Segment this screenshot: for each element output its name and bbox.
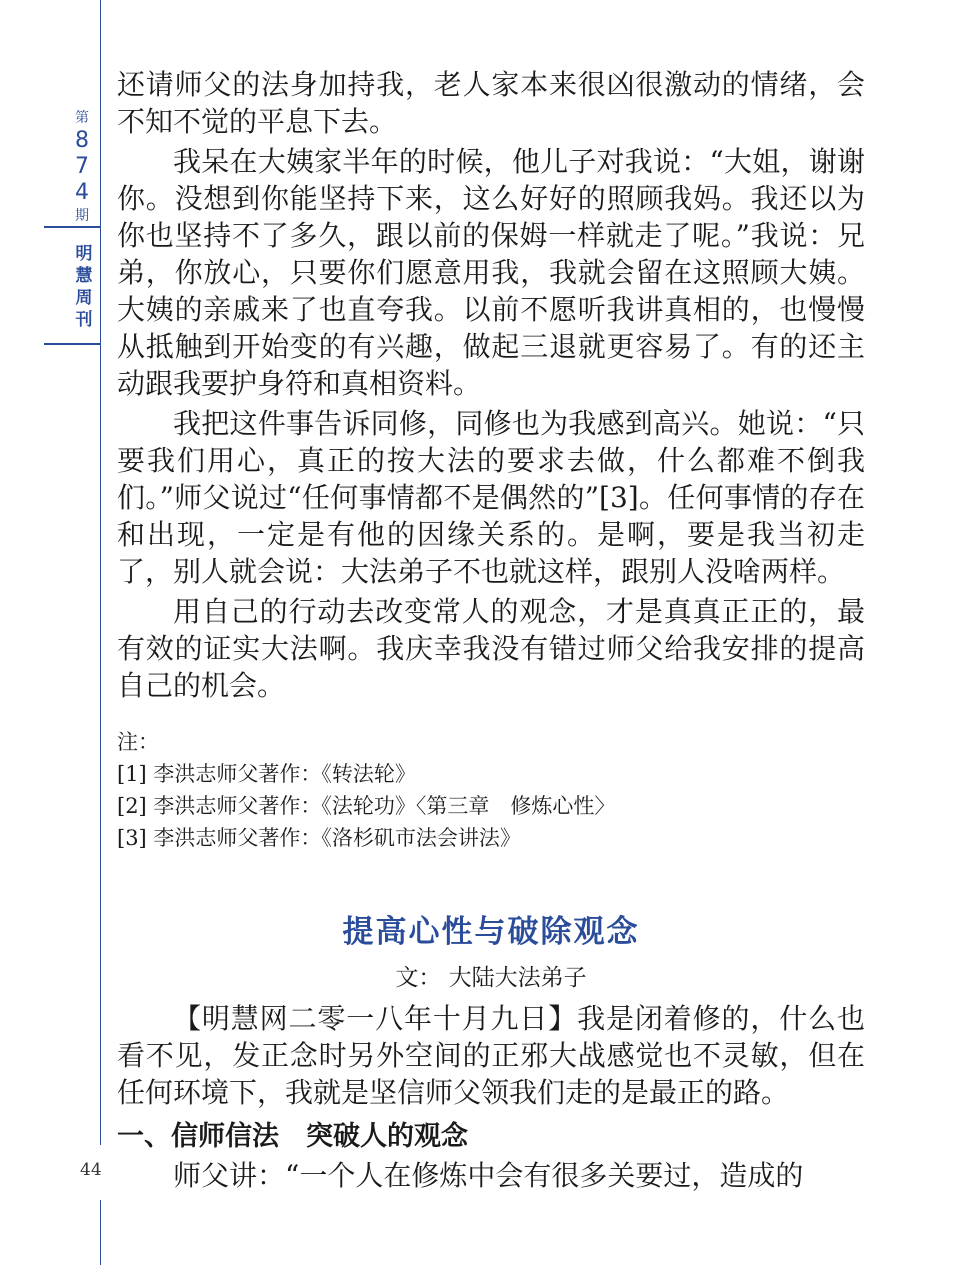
- sidebar: [0, 0, 101, 1265]
- paragraph: 还请师父的法身加持我，老人家本来很凶很激动的情绪，会不知不觉的平息下去。: [117, 68, 865, 138]
- issue-digit: 8: [75, 128, 89, 153]
- section-heading: 一、信师信法 突破人的观念: [117, 1121, 468, 1152]
- notes: [117, 726, 865, 854]
- article-title: 提高心性与破除观念: [342, 914, 640, 950]
- paragraph: 我把这件事告诉同修，同修也为我感到高兴。她说：“只要我们用心，真正的按大法的要求去做，什么都难不倒我们。”师父说过“任何事情都不是偶然的”[3]。任何事情的存在和出现，一定是有他的因缘关系的。是啊，要是我当初走了，别人就会说：大法弟子不也就这样，跟别人没啥两样。: [117, 407, 865, 588]
- page-content: [117, 66, 865, 1197]
- note-item: [2] 李洪志师父著作：《法轮功》〈第三章 修炼心性〉: [117, 794, 616, 818]
- page-number: 44: [80, 1160, 102, 1180]
- article-byline: 文： 大陆大法弟子: [395, 965, 587, 991]
- paragraph: 我呆在大姨家半年的时候，他儿子对我说：“大姐，谢谢你。没想到你能坚持下来，这么好好的照顾我妈。我还以为你也坚持不了多久，跟以前的保姆一样就走了呢。”我说：兄弟，你放心，只要你们愿意用我，我就会留在这照顾大姨。大姨的亲戚来了也直夸我。以前不愿听我讲真相的，也慢慢从抵触到开始变的有兴趣，做起三退就更容易了。有的还主动跟我要护身符和真相资料。: [117, 145, 865, 400]
- issue-digit: 4: [75, 180, 89, 205]
- issue-prefix: 第: [75, 110, 89, 126]
- magazine-char: 周: [75, 288, 93, 308]
- divider: [44, 343, 101, 345]
- paragraph: 师父讲：“一个人在修炼中会有很多关要过，造成的: [173, 1159, 804, 1192]
- magazine-name: [70, 243, 98, 331]
- paragraph: 用自己的行动去改变常人的观念，才是真真正正的，最有效的证实大法啊。我庆幸我没有错过师父给我安排的提高自己的机会。: [117, 595, 865, 702]
- magazine-char: 慧: [75, 266, 93, 286]
- issue-digit: 7: [75, 154, 89, 179]
- note-item: [3] 李洪志师父著作：《洛杉矶市法会讲法》: [117, 826, 521, 850]
- divider: [44, 226, 101, 228]
- issue-label: [62, 108, 102, 226]
- issue-suffix: 期: [75, 208, 89, 224]
- notes-label: 注：: [117, 730, 159, 754]
- magazine-char: 明: [75, 244, 93, 264]
- note-item: [1] 李洪志师父著作：《转法轮》: [117, 762, 416, 786]
- magazine-char: 刊: [75, 310, 93, 330]
- paragraph: 【明慧网二零一八年十月九日】我是闭着修的，什么也看不见，发正念时另外空间的正邪大战感觉也不灵敏，但在任何环境下，我就是坚信师父领我们走的是最正的路。: [117, 1002, 865, 1109]
